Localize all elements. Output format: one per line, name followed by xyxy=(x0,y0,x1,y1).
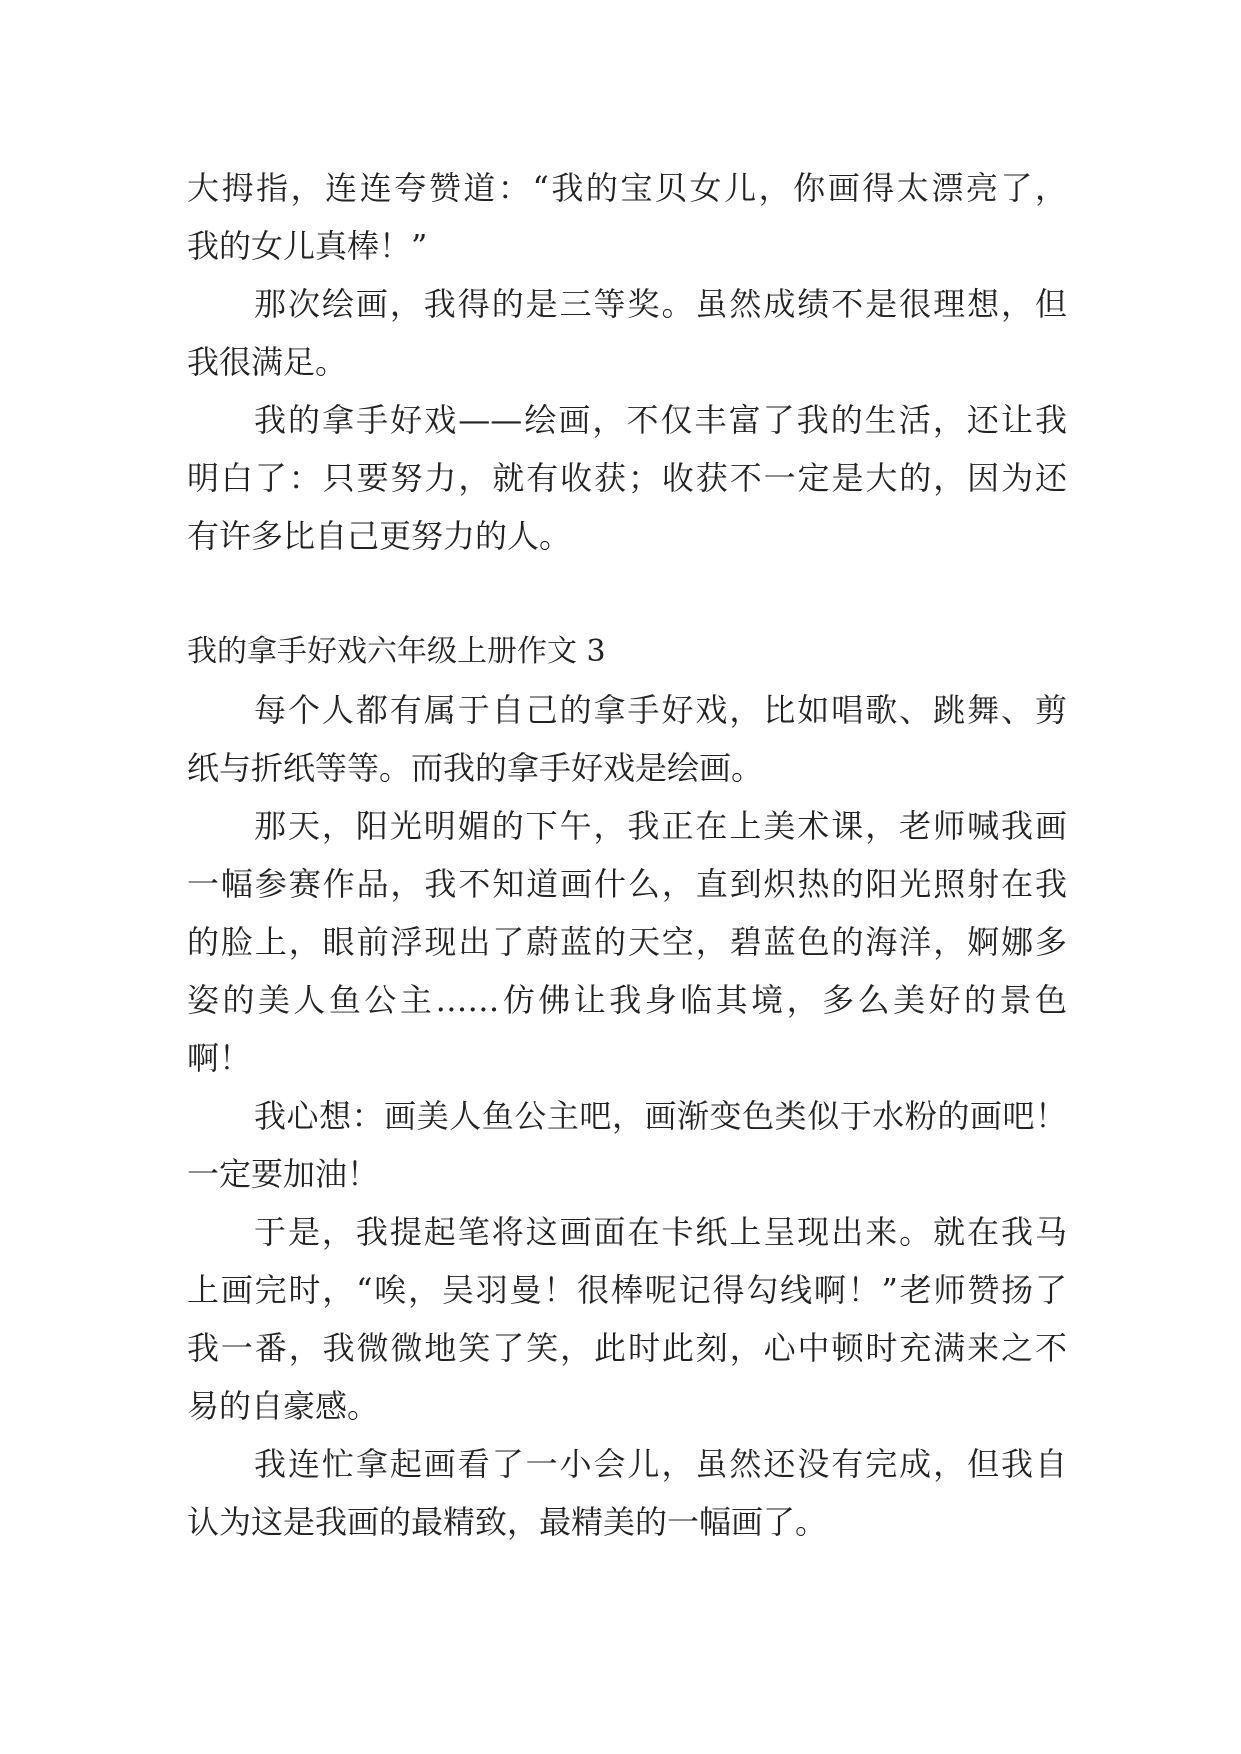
paragraph-line: 有许多比自己更努力的人。 xyxy=(187,517,572,555)
paragraph-line: 于是，我提起笔将这画面在卡纸上呈现出来。就在我马 xyxy=(254,1213,1067,1251)
paragraph-line: 一定要加油！ xyxy=(187,1155,380,1193)
paragraph-line: 那次绘画，我得的是三等奖。虽然成绩不是很理想，但 xyxy=(254,285,1067,323)
paragraph-line: 我心想：画美人鱼公主吧，画渐变色类似于水粉的画吧！ xyxy=(254,1097,1067,1135)
paragraph-line: 那天，阳光明媚的下午，我正在上美术课，老师喊我画 xyxy=(254,807,1067,845)
paragraph-line: 的脸上，眼前浮现出了蔚蓝的天空，碧蓝色的海洋，婀娜多 xyxy=(187,923,1067,961)
paragraph-line: 啊！ xyxy=(187,1039,252,1077)
paragraph-line: 认为这是我画的最精致，最精美的一幅画了。 xyxy=(187,1503,828,1541)
paragraph-line: 我很满足。 xyxy=(187,343,348,381)
paragraph-line: 我的女儿真棒！” xyxy=(187,227,428,265)
paragraph-line: 姿的美人鱼公主……仿佛让我身临其境，多么美好的景色 xyxy=(187,981,1067,1019)
paragraph-line: 我一番，我微微地笑了笑，此时此刻，心中顿时充满来之不 xyxy=(187,1329,1067,1367)
paragraph-line: 明白了：只要努力，就有收获；收获不一定是大的，因为还 xyxy=(187,459,1067,497)
paragraph-line: 我的拿手好戏——绘画，不仅丰富了我的生活，还让我 xyxy=(254,401,1067,439)
paragraph-line: 易的自豪感。 xyxy=(187,1387,380,1425)
paragraph-line: 大拇指，连连夸赞道：“我的宝贝女儿，你画得太漂亮了， xyxy=(187,169,1067,207)
paragraph-line: 纸与折纸等等。而我的拿手好戏是绘画。 xyxy=(187,749,764,787)
paragraph-line: 一幅参赛作品，我不知道画什么，直到炽热的阳光照射在我 xyxy=(187,865,1067,903)
section-title: 我的拿手好戏六年级上册作文 3 xyxy=(187,634,606,669)
paragraph-line: 我连忙拿起画看了一小会儿，虽然还没有完成，但我自 xyxy=(254,1445,1067,1483)
paragraph-line: 每个人都有属于自己的拿手好戏，比如唱歌、跳舞、剪 xyxy=(254,691,1067,729)
paragraph-line: 上画完时，“唉，吴羽曼！很棒呢记得勾线啊！”老师赞扬了 xyxy=(187,1271,1067,1309)
